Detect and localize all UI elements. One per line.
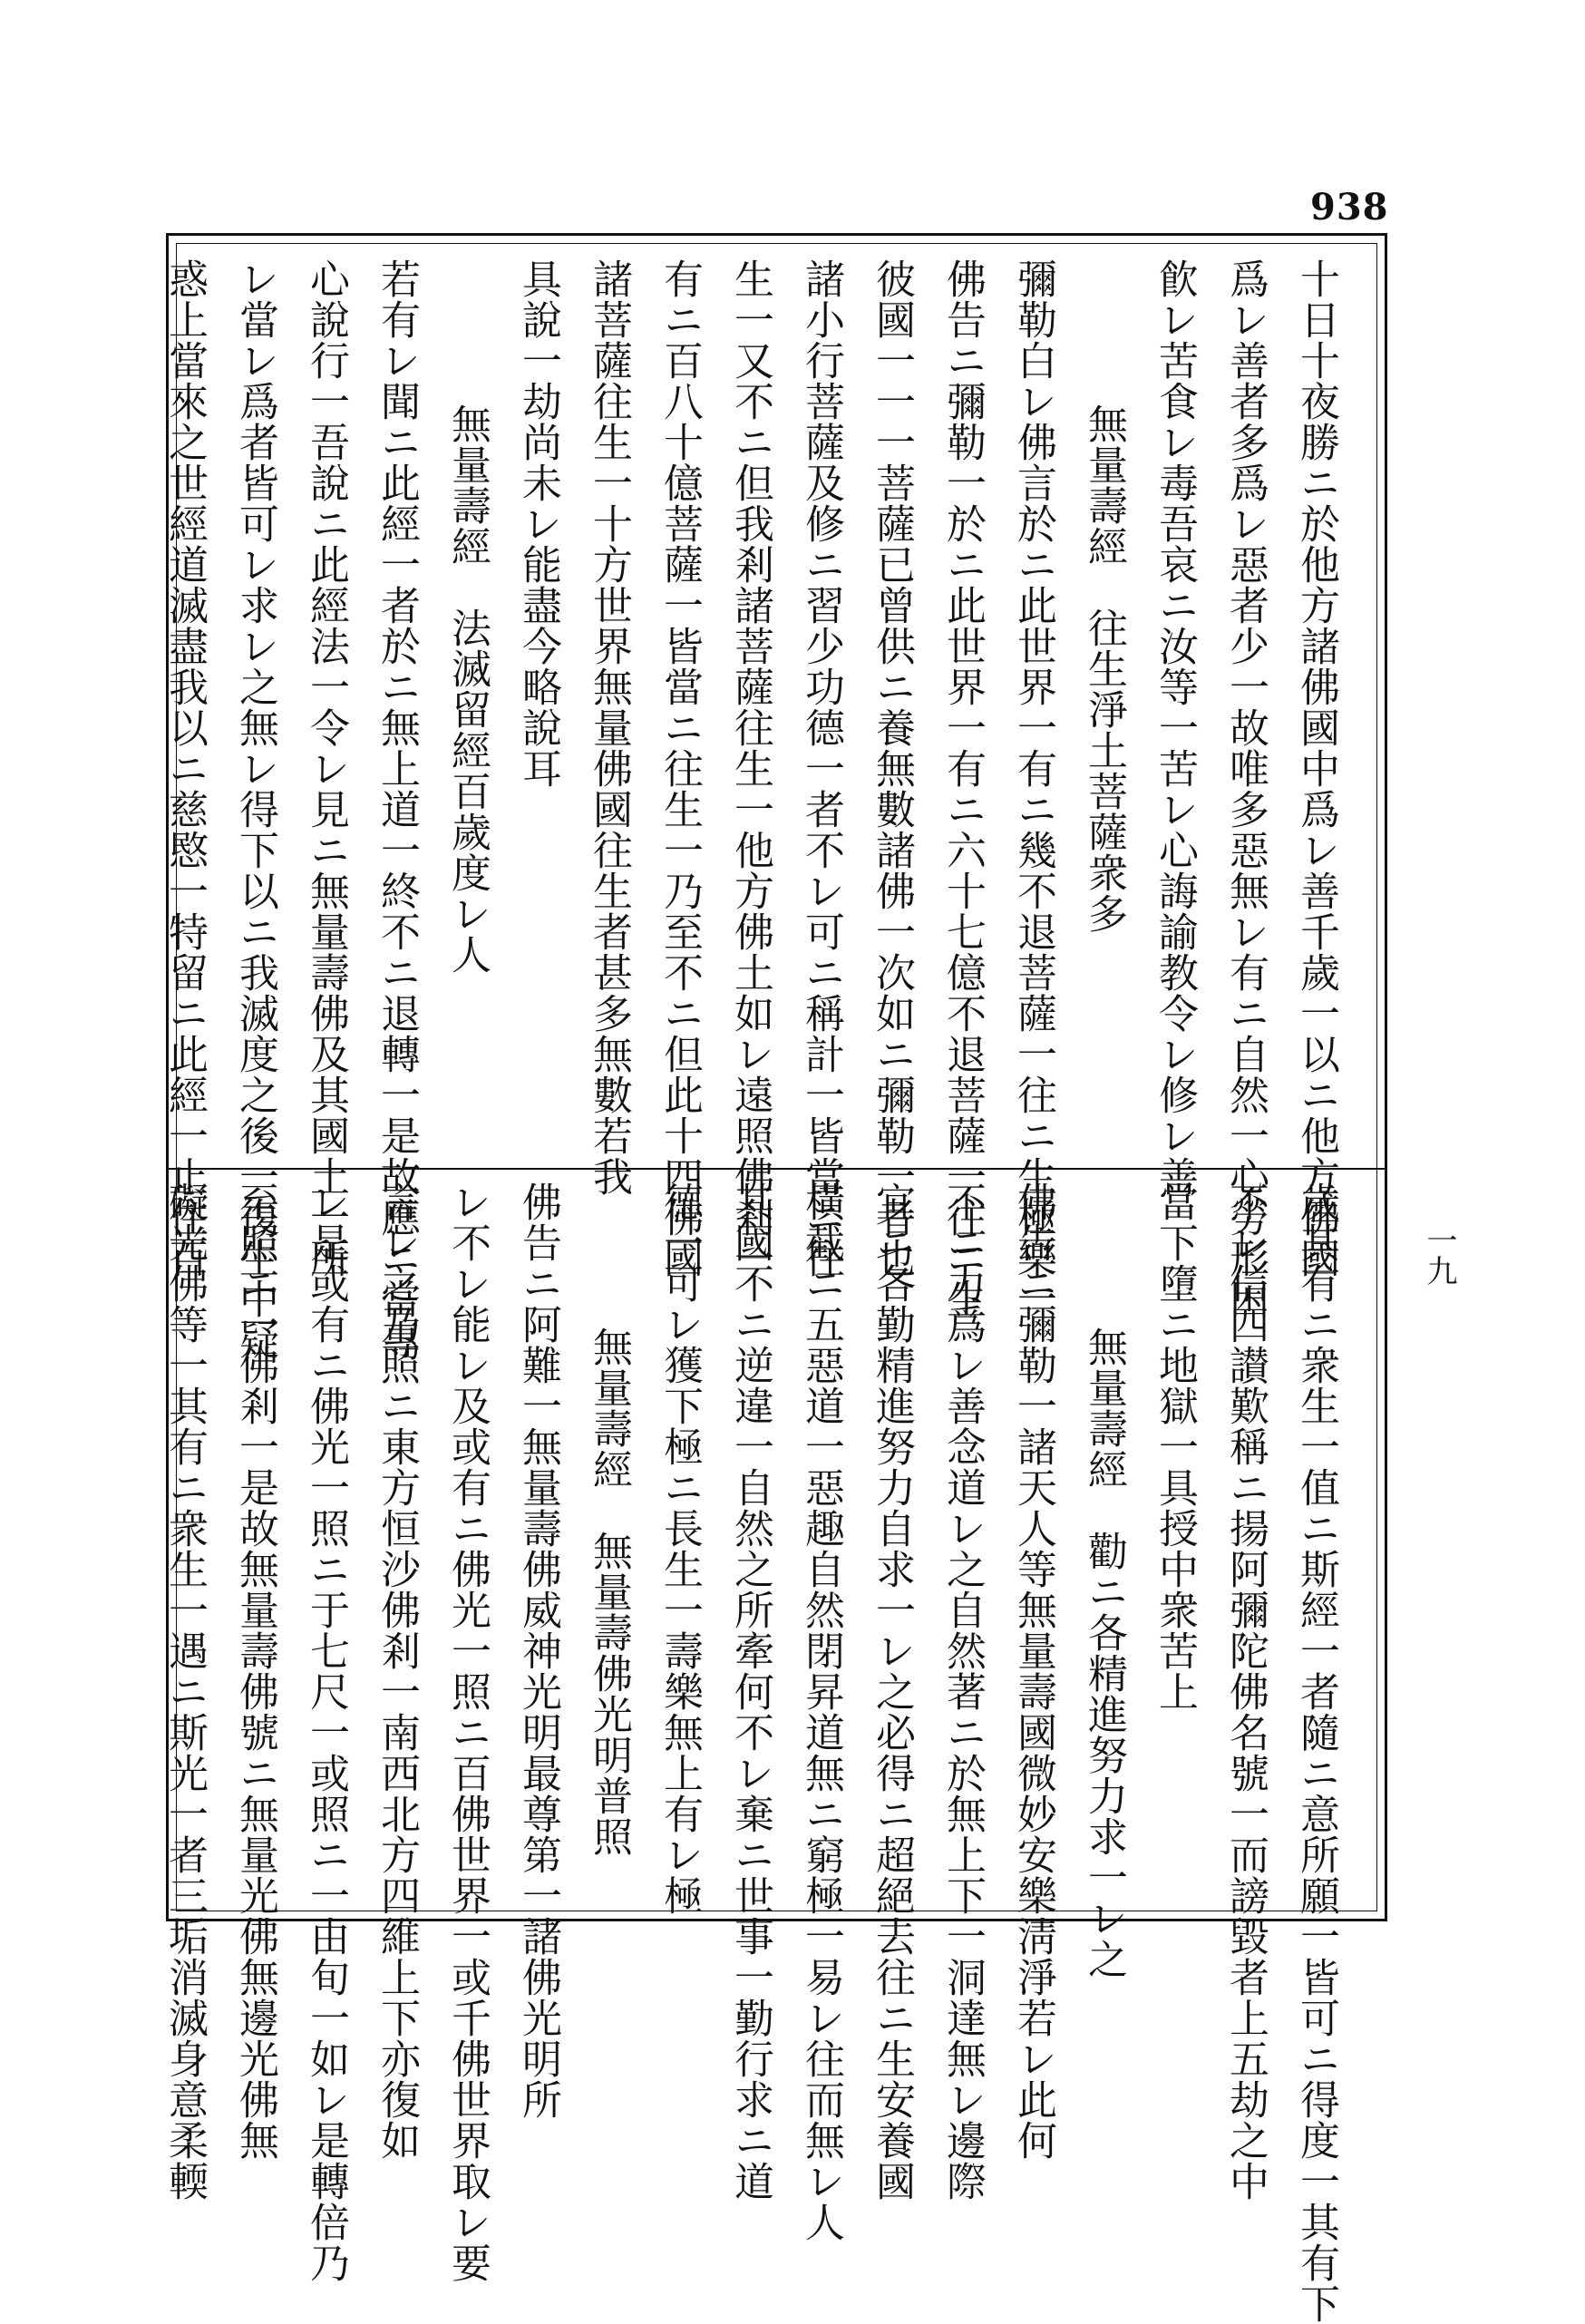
text-line: 佛告ニ阿難一無量壽佛威神光明最尊第一諸佛光明所 [515, 1181, 561, 2120]
text-line: 德一可レ獲下極ニ長生一壽樂無上有レ極 [656, 1181, 703, 1916]
text-line: 有ニ百八十億菩薩一皆當ニ往生一乃至不ニ但此十四佛國 [656, 258, 703, 1279]
text-line: 十日十夜勝ニ於他方諸佛國中爲レ善千歲一以ニ他方佛國 [1293, 258, 1339, 1279]
section-heading: 無量壽經 往生淨土菩薩衆多 [1081, 404, 1127, 934]
text-line: 惑上當來之世經道滅盡我以ニ慈愍一特留ニ此經一止住百 [161, 258, 208, 1279]
text-line: 礙光佛等一其有ニ衆生一遇ニ斯光一者三垢消滅身意柔輭 [161, 1181, 208, 2202]
text-line: 生一又不ニ但我剎諸菩薩往生一他方佛土如レ遠照佛剎一 [727, 258, 773, 1279]
text-line: 具說一劫尚未レ能盡今略說耳 [515, 258, 561, 789]
section-divider [166, 1168, 1387, 1170]
section-heading: 無量壽經 勸ニ各精進努力求一レ之 [1081, 1327, 1127, 1979]
text-line: 宜ニ各勤精進努力自求一レ之必得ニ超絕去往ニ生安養國 [869, 1181, 915, 2202]
text-line: 當下墮ニ地獄一具授中衆苦上 [1152, 1181, 1198, 1712]
text-line: 其國不ニ逆違一自然之所牽何不レ棄ニ世事一勤行求ニ道 [727, 1181, 773, 2202]
text-line: 佛告ニ彌勒一諸天人等無量壽國微妙安樂淸淨若レ此何 [1010, 1181, 1056, 2161]
text-line: 飮レ苦食レ毒吾哀ニ汝等一苦レ心誨諭教令レ修レ善 [1152, 258, 1198, 1197]
text-line: 至照ニ一佛剎一是故無量壽佛號ニ無量光佛無邊光佛無 [232, 1181, 278, 2161]
text-line: 諸小行菩薩及修ニ習少功德一者不レ可ニ稱計一皆當ニ往 [798, 258, 844, 1279]
text-line: 不レ信四讃歎稱ニ揚阿彌陀佛名號一而謗毀者上五劫之中 [1222, 1181, 1269, 2202]
text-line: 爲レ善者多爲レ惡者少一故唯多惡無レ有ニ自然一心勞形困 [1222, 258, 1269, 1319]
text-line: 諸菩薩往生一十方世界無量佛國往生者甚多無數若我 [586, 258, 632, 1197]
text-line: 心說行一吾說ニ此經法一令レ見ニ無量壽佛及其國土一所 [303, 258, 349, 1279]
page-number: 938 [1310, 186, 1389, 229]
section-heading: 無量壽經 法滅留經百歲度レ人 [444, 404, 491, 975]
side-page-number: 一九 [1421, 1224, 1457, 1286]
text-line: 彼國一一一菩薩已曾供ニ養無數諸佛一次如ニ彌勒一者也 [869, 258, 915, 1279]
text-line: 不ニ力爲レ善念道レ之自然著ニ於無上下一洞達無レ邊際 [939, 1181, 986, 2202]
section-heading: 無量壽經 無量壽佛光明普照 [586, 1327, 632, 1857]
text-line: 若有レ聞ニ此經一者於ニ無上道一終不ニ退轉一是故應ニ當專 [374, 258, 420, 1360]
bottom-text-block [161, 1181, 1351, 2324]
text-line: 言レ之乃照ニ東方恒沙佛剎一南西北方四維上下亦復如 [374, 1181, 420, 2161]
text-line: 歲其有ニ衆生一值ニ斯經一者隨ニ意所願一皆可ニ得度一其有下 [1293, 1181, 1339, 2324]
text-line: レ不レ能レ及或有ニ佛光一照ニ百佛世界一或千佛世界取レ要 [444, 1181, 491, 2283]
text-line: レ是或有ニ佛光一照ニ于七尺一或照ニ一由旬一如レ是轉倍乃 [303, 1181, 349, 2283]
text-line: 佛告ニ彌勒一於ニ此世界一有ニ六十七億不退菩薩一往ニ生 [939, 258, 986, 1319]
text-line: 彌勒白レ佛言於ニ此世界一有ニ幾不退菩薩一往ニ生極樂一 [1010, 258, 1056, 1319]
top-text-block [161, 258, 1351, 1360]
text-line: 橫截ニ五惡道一惡趣自然閉昇道無ニ窮極一易レ往而無レ人 [798, 1181, 844, 2242]
text-line: レ當レ爲者皆可レ求レ之無レ得下以ニ我滅度之後一復生中疑 [232, 258, 278, 1360]
